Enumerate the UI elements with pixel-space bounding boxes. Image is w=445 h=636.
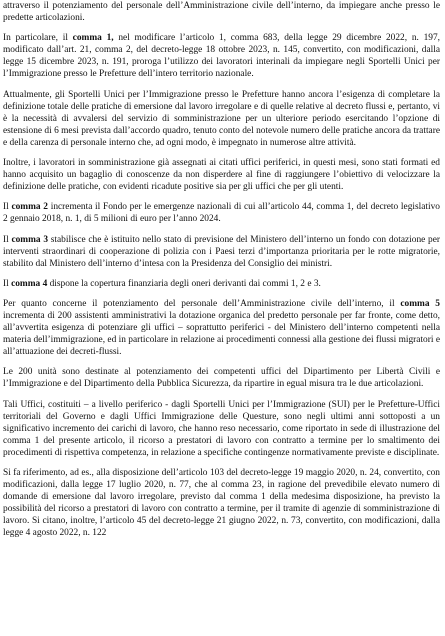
bold-reference: comma 4 [11,278,48,289]
bold-reference: comma 3 [11,234,49,245]
paragraph [3,467,440,540]
paragraph [3,366,440,390]
paragraph-text: dispone la copertura finanziaria degli oneri derivanti dai commi 1, 2 e 3. [47,278,321,289]
paragraph [3,32,440,80]
paragraph-text: Il [3,278,12,289]
paragraph-text: incrementa il Fondo per le emergenze nazionali di cui all’articolo 44, comma 1, del decreto legislativo 2 gennaio 2018, n. 1, di 5 milioni di euro per l’anno 2024. [3,202,440,225]
bold-reference: comma 1, [72,33,114,44]
paragraph-text: stabilisce che è istituito nello stato di previsione del Ministero dell’interno un fondo con dotazione per interventi straordinari di cooperazione di polizia con i Paesi terzi d’importanza prioritaria per le rotte migratorie, stabilito dal Ministero dell’interno d’intesa con la Presidenza del Consiglio dei ministri. [3,234,440,269]
paragraph [3,278,440,290]
paragraph-text: In particolare, il [3,33,73,44]
paragraph-text: Le 200 unità sono destinate al potenziamento dei competenti uffici del Dipartimento per Libertà Civili e l’Immigrazione e del Dipartimento della Pubblica Sicurezza, da ripartire in egual misura tra le due articolazioni. [3,367,440,390]
paragraph-text: Tali Uffici, costituiti – a livello periferico - dagli Sportelli Unici per l’Immigrazione (SUI) per le Prefetture-Uffici territoriali del Governo e dagli Uffici Immigrazione delle Questure, sono negli ultimi anni sottoposti a un significativo incremento dei carichi di lavoro, che hanno reso necessario, come riportato in sede di illustrazione del comma 1 del presente articolo, il ricorso a prestatori di lavoro con contratto a termine per lo smaltimento dei procedimenti di rispettiva competenza, in relazione a specifiche contingenze normativamente previste e disciplinate. [3,399,440,458]
paragraph [3,89,440,149]
paragraph-text: Per quanto concerne il potenziamento del personale dell’Amministrazione civile dell’interno, il [3,298,401,309]
paragraph-text: incrementa di 200 assistenti amministrativi la dotazione organica del predetto personale per far fronte, come detto, all’avvertita esigenza di potenziare gli uffici – soprattutto periferici - del Ministero dell’interno competenti nella materia dell’immigrazione, ed in particolare in relazione ai procedimenti connessi alla gestione dei flussi migratori e all’attuazione dei decreti-flussi. [3,310,440,358]
bold-reference: comma 2 [11,202,48,213]
paragraph-text: Si fa riferimento, ad es., alla disposizione dell’articolo 103 del decreto-legge 19 maggio 2020, n. 24, convertito, con modificazioni, dalla legge 17 luglio 2020, n. 77, che al comma 23, in ragione del prevedibile elevato numero di domande di emersione dal lavoro irregolare, previsto dal comma 1 della medesima disposizione, ha previsto la possibilità del ricorso a prestatori di lavoro con contratto a termine, per il tramite di agenzie di somministrazione di lavoro. Si citano, inoltre, l’articolo 45 del decreto-legge 21 giugno 2022, n. 73, convertito, con modificazioni, dalla legge 4 agosto 2022, n. 122 [3,468,440,539]
bold-reference: comma 5 [400,298,440,309]
paragraph [3,234,440,270]
paragraph-text: Il [3,202,12,213]
paragraph-text: Il [3,234,12,245]
paragraph [3,399,440,459]
paragraph [3,0,440,24]
paragraph-text: nel modificare l’articolo 1, comma 683, della legge 29 dicembre 2022, n. 197, modificato dall’art. 21, comma 2, del decreto-legge 18 ottobre 2023, n. 145, convertito, con modificazioni, dalla legge 15 dicembre 2023, n. 191, proroga l’utilizzo dei lavoratori interinali da impiegare negli Sportelli Unici per l’Immigrazione presso le Prefetture dell’intero territorio nazionale. [3,33,440,80]
paragraph-text: Inoltre, i lavoratori in somministrazione già assegnati ai citati uffici periferici, in questi mesi, sono stati formati ed hanno acquisito un bagaglio di conoscenze da non disperdere al fine di raggiungere l’obiettivo di velocizzare la definizione delle pratiche, con evidenti ricadute positive sia per gli uffici che per gli utenti. [3,158,440,193]
paragraph-text: Attualmente, gli Sportelli Unici per l’Immigrazione presso le Prefetture hanno ancora l’esigenza di completare la definizione totale delle pratiche di emersione dal lavoro irregolare e di quelle relative al decreto flussi e, pertanto, vi è la necessità di avvalersi del servizio di somministrazione per un ulteriore periodo esercitando l’opzione di estensione di 6 mesi prevista dall’accordo quadro, tenuto conto del notevole numero delle pratiche ancora da trattare e della carenza di personale interno che, ad ogni modo, è impegnato in numerose altre attività. [3,89,440,148]
paragraph [3,201,440,225]
paragraph [3,157,440,193]
paragraph-text: attraverso il potenziamento del personale dell’Amministrazione civile dell’interno, da impiegare anche presso le predette articolazioni. [3,1,440,24]
paragraph [3,298,440,358]
document-body [3,0,440,548]
